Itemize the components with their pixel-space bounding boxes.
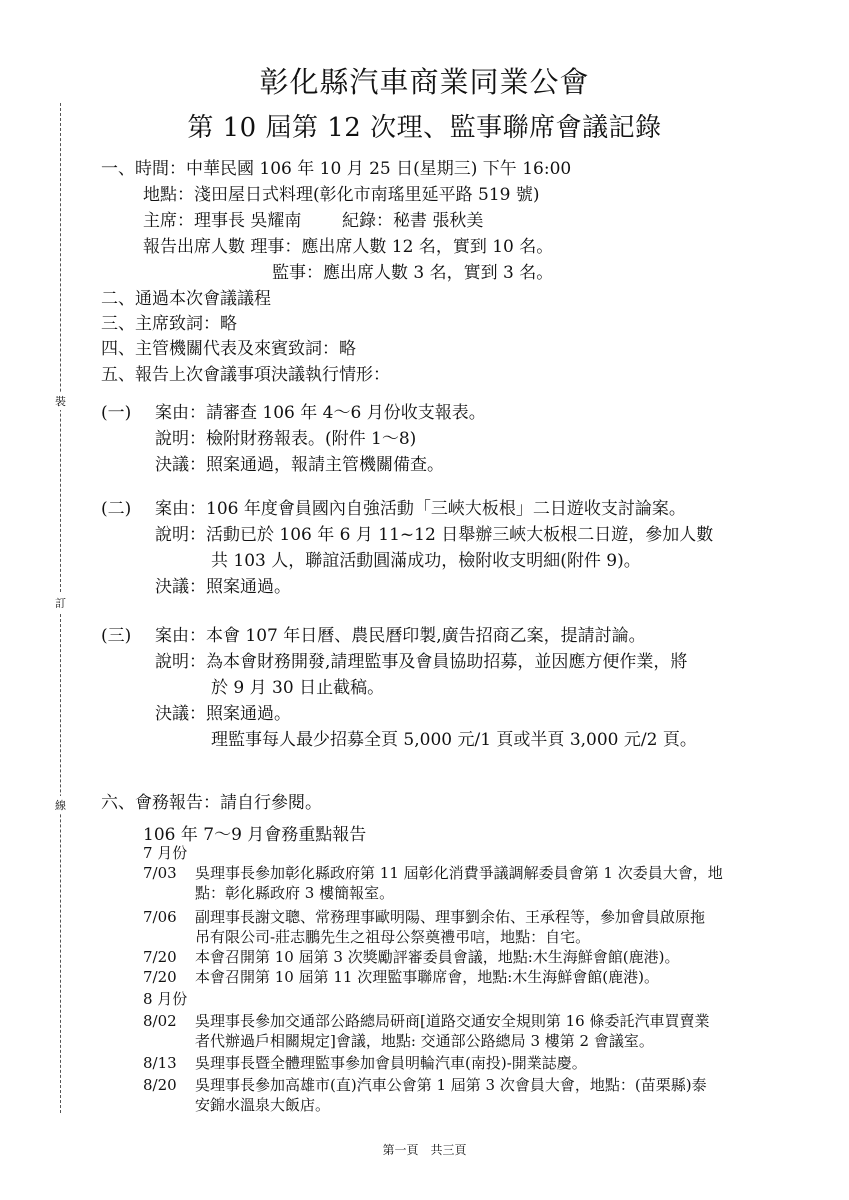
meeting-time: 一、時間：中華民國 106 年 10 月 25 日(星期三) 下午 16:00 <box>101 159 572 179</box>
report-date: 8/13 <box>143 1054 177 1072</box>
month-label-july: 7 月份 <box>143 844 188 862</box>
report-text: 吳理事長參加高雄市(直)汽車公會第 1 屆第 3 次會員大會，地點：(苗栗縣)泰 <box>195 1076 707 1094</box>
report-date: 8/20 <box>143 1076 177 1094</box>
attendance-directors: 報告出席人數 理事：應出席人數 12 名，實到 10 名。 <box>143 237 554 257</box>
report-text: 副理事長謝文聰、常務理事歐明陽、理事劉余佑、王承程等，參加會員啟原拖 <box>195 908 706 926</box>
agenda-item-2: 二、通過本次會議議程 <box>101 289 271 309</box>
section-6-title: 六、會務報告：請自行參閱。 <box>101 793 322 813</box>
binding-char-ding: 訂 <box>55 594 66 612</box>
report-text: 本會召開第 10 屆第 3 次獎勵評審委員會議，地點:木生海鮮會館(鹿港)。 <box>195 948 680 966</box>
binding-char-xian: 線 <box>55 796 66 814</box>
item-2-resolution: 決議：照案通過。 <box>155 577 291 597</box>
report-text: 安錦水溫泉大飯店。 <box>195 1096 331 1114</box>
agenda-item-5: 五、報告上次會議事項決議執行情形： <box>101 365 390 385</box>
report-date: 7/20 <box>143 948 177 966</box>
meeting-place: 地點：淺田屋日式料理(彰化市南瑤里延平路 519 號) <box>143 185 540 205</box>
item-2-number: (二) <box>101 499 132 519</box>
report-date: 7/06 <box>143 908 177 926</box>
attendance-supervisors: 監事：應出席人數 3 名，實到 3 名。 <box>272 263 554 283</box>
agenda-item-3: 三、主席致詞：略 <box>101 314 237 334</box>
meeting-recorder: 紀錄：秘書 張秋美 <box>342 211 484 231</box>
report-text: 吊有限公司-莊志鵬先生之祖母公祭奠禮弔唁，地點：自宅。 <box>195 928 591 946</box>
meeting-chair: 主席：理事長 吳耀南 <box>143 211 302 231</box>
report-text: 吳理事長參加彰化縣政府第 11 屆彰化消費爭議調解委員會第 1 次委員大會，地 <box>195 864 723 882</box>
item-2-case: 案由：106 年度會員國內自強活動「三峽大板根」二日遊收支討論案。 <box>155 499 686 519</box>
item-1-resolution: 決議：照案通過，報請主管機關備查。 <box>155 455 444 475</box>
binding-char-zhuang: 裝 <box>55 392 66 410</box>
item-2-desc-line2: 共 103 人，聯誼活動圓滿成功，檢附收支明細(附件 9)。 <box>211 551 641 571</box>
item-1-number: (一) <box>101 403 132 423</box>
item-3-desc-line2: 於 9 月 30 日止截稿。 <box>211 678 385 698</box>
report-date: 8/02 <box>143 1012 177 1030</box>
page-footer: 第一頁 共三頁 <box>382 1143 467 1157</box>
month-label-august: 8 月份 <box>143 990 188 1008</box>
report-text: 吳理事長參加交通部公路總局研商[道路交通安全規則第 16 條委託汽車買賣業 <box>195 1012 710 1030</box>
report-date: 7/20 <box>143 968 177 986</box>
item-3-desc-line1: 說明：為本會財務開發,請理監事及會員協助招募，並因應方便作業，將 <box>155 652 688 672</box>
section-6-subtitle: 106 年 7～9 月會務重點報告 <box>143 825 367 845</box>
item-3-case: 案由：本會 107 年日曆、農民曆印製,廣告招商乙案，提請討論。 <box>155 626 646 646</box>
report-text: 吳理事長暨全體理監事參加會員明輪汽車(南投)-開業誌慶。 <box>195 1054 587 1072</box>
item-1-case: 案由：請審查 106 年 4～6 月份收支報表。 <box>155 403 486 423</box>
item-3-resolution: 決議：照案通過。 <box>155 704 291 724</box>
report-date: 7/03 <box>143 864 177 882</box>
report-text: 者代辦過戶相關規定]會議，地點: 交通部公路總局 3 樓第 2 會議室。 <box>195 1032 654 1050</box>
item-3-resolution-note: 理監事每人最少招募全頁 5,000 元/1 頁或半頁 3,000 元/2 頁。 <box>211 730 697 750</box>
report-text: 點：彰化縣政府 3 樓簡報室。 <box>195 884 395 902</box>
report-text: 本會召開第 10 屆第 11 次理監事聯席會，地點:木生海鮮會館(鹿港)。 <box>195 968 660 986</box>
doc-title: 第 10 屆第 12 次理、監事聯席會議記錄 <box>187 113 662 143</box>
item-3-number: (三) <box>101 626 132 646</box>
item-2-desc-line1: 說明：活動已於 106 年 6 月 11~12 日舉辦三峽大板根二日遊，參加人數 <box>155 525 714 545</box>
item-1-desc: 說明：檢附財務報表。(附件 1～8) <box>155 429 417 449</box>
agenda-item-4: 四、主管機關代表及來賓致詞：略 <box>101 339 356 359</box>
org-title: 彰化縣汽車商業同業公會 <box>259 65 590 99</box>
